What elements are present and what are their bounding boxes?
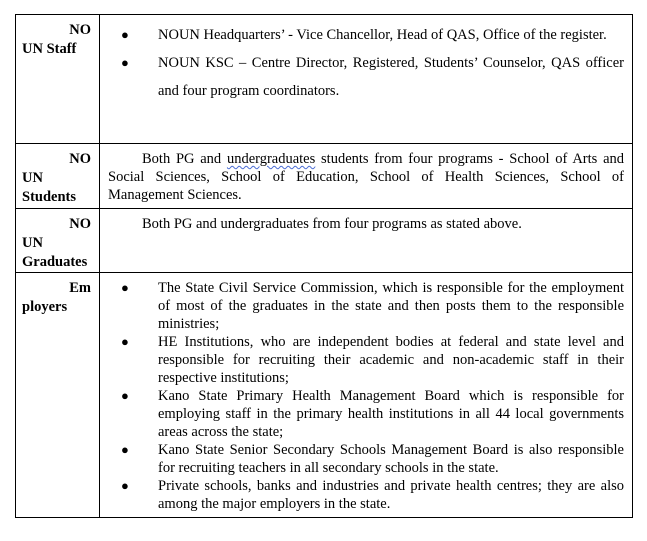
list-item [100,387,624,441]
label-line: UN Staff [22,41,77,57]
row-content-noun-staff [100,15,633,144]
row-label-noun-students [16,144,100,209]
row-content-noun-graduates [100,209,633,273]
list-item [100,477,624,513]
label-line: Students [22,189,76,205]
paragraph-text: students from four programs - School of Arts and Social Sciences, School of Education, School of Health Sciences, School of Management Sciences. [108,151,625,203]
list-item [100,441,624,477]
list-item-text: NOUN KSC – Centre Director, Registered, Students’ Counselor, QAS officer and four program coordinators. [158,55,624,99]
bullet-icon: ● [121,334,129,349]
list-item [100,21,624,49]
paragraph-text: Both PG and [142,151,227,167]
table-row [16,209,633,273]
row-content-employers [100,273,633,518]
spellcheck-flagged-word: undergraduates [226,151,316,167]
bullet-icon: ● [121,280,129,295]
row-label-noun-graduates [16,209,100,273]
bullet-icon: ● [121,388,129,403]
label-line: UN [22,235,43,251]
paragraph [100,144,632,208]
row-label-employers [16,273,100,518]
table-row [16,273,633,518]
list-item-text: Kano State Primary Health Management Board which is responsible for employing staff in the primary health institutions in all 44 local governments areas across the state; [158,388,624,440]
label-line: NO [69,216,91,232]
table-row [16,144,633,209]
bullet-list [100,273,632,517]
table-row [16,15,633,144]
bullet-icon: ● [121,442,129,457]
row-label-noun-staff [16,15,100,144]
list-item [100,333,624,387]
list-item-text: HE Institutions, who are independent bodies at federal and state level and responsible for recruiting their academic and non-academic staff in their respective institutions; [158,334,624,386]
label-line: NO [69,22,91,38]
label-line: ployers [22,299,68,315]
list-item [100,279,624,333]
list-item-text: Kano State Senior Secondary Schools Management Board is also responsible for recruiting teachers in all secondary schools in the state. [158,442,624,476]
bullet-icon: ● [121,27,129,42]
paragraph: Both PG and undergraduates from four programs as stated above. [142,216,522,232]
list-item-text: The State Civil Service Commission, which is responsible for the employment of most of the graduates in the state and then posts them to the responsible ministries; [158,280,624,332]
label-line: UN [22,170,43,186]
bullet-list [100,15,632,113]
label-line: NO [69,151,91,167]
list-item-text: NOUN Headquarters’ - Vice Chancellor, Head of QAS, Office of the register. [158,27,607,43]
bullet-icon: ● [121,55,129,70]
label-line: Graduates [22,254,88,270]
row-content-noun-students [100,144,633,209]
list-item [100,49,624,105]
stakeholder-table [15,14,633,518]
label-line: Em [69,280,91,296]
list-item-text: Private schools, banks and industries and private health centres; they are also among the major employers in the state. [158,478,624,512]
bullet-icon: ● [121,478,129,493]
